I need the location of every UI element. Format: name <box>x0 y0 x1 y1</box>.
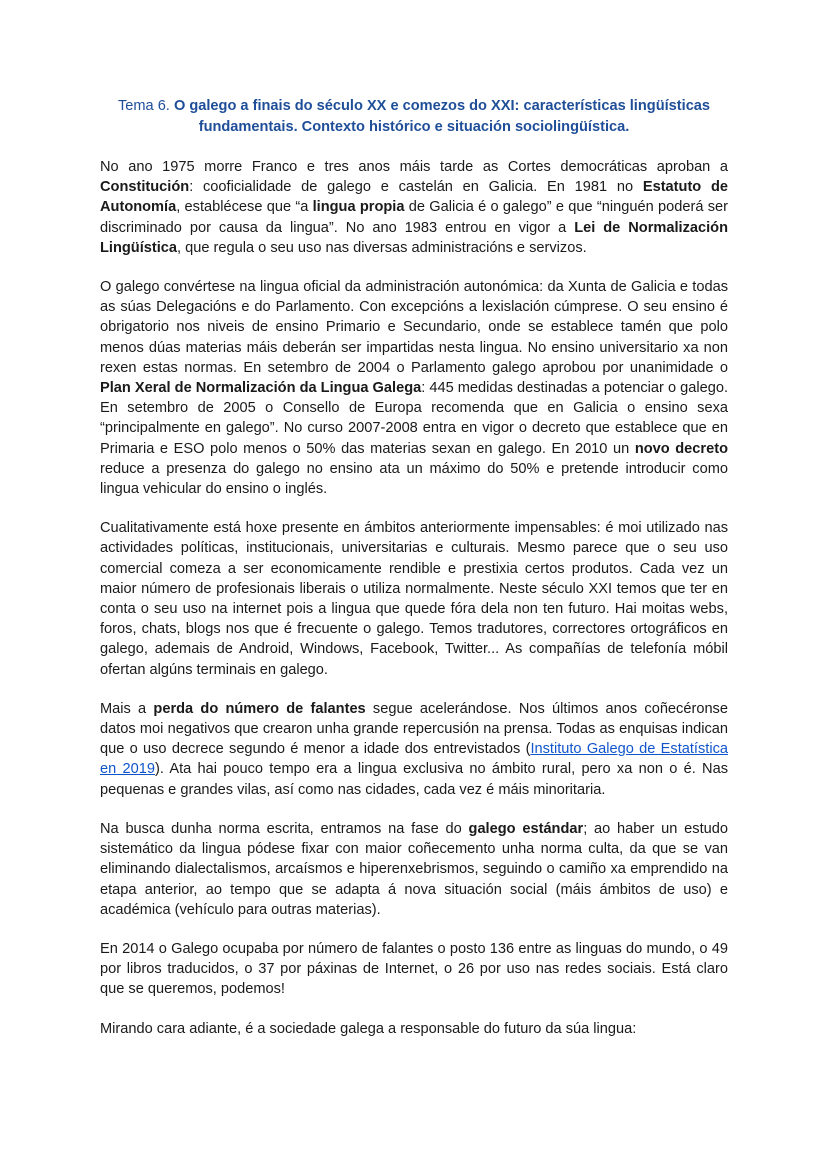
text: En 2014 o Galego ocupaba por número de falantes o posto 136 entre as linguas do mundo, o 49 por libros traducidos, o 37 por páxinas de Internet, o 26 por uso nas redes sociais. Está claro que se queremos, podemos! <box>100 940 728 998</box>
paragraph-administration <box>100 277 728 499</box>
text: ; ao haber un estudo sistemático da lingua pódese fixar con maior coñecemento unha norma culta, da que se van eliminando dialectalismos, arcaísmos e hiperenxebrismos, seguindo o camiño xa emprendido na etapa anterior, ao tempo que se adapta á nova situación social (máis ámbitos de uso) e académica (vehículo para outras materias). <box>100 820 728 918</box>
text: , establécese que “a <box>176 199 313 216</box>
text: Na busca dunha norma escrita, entramos na fase do <box>100 820 469 837</box>
bold-term: Constitución <box>100 179 190 196</box>
text: : cooficialidade de galego e castelán en Galicia. En 1981 no <box>189 179 643 196</box>
paragraph-standard <box>100 819 728 920</box>
text: Mirando cara adiante, é a sociedade galega a responsable do futuro da súa lingua: <box>100 1020 637 1037</box>
text: O galego convértese na lingua oficial da administración autonómica: da Xunta de Galicia e todas as súas Delegacións e do Parlamento. Con excepcións a lexislación cúmprese. O seu ensino é obrigatorio nos niveis de ensino Primario e Secundario, onde se establece tamén que polo menos dúas materias máis deberán ser impartidas nesta lingua. No ensino universitario xa non rexen estas normas. En setembro de 2004 o Parlamento galego aprobou por unanimidade o <box>100 279 728 376</box>
bold-term: galego estándar <box>468 820 584 837</box>
bold-term: Estatuto de Autonomía <box>100 179 728 216</box>
text: Mais a <box>100 700 154 717</box>
text: : 445 medidas destinadas a potenciar o galego. En setembro de 2005 o Consello de Europa recomenda que en Galicia o ensino sexa “principalmente en galego”. No curso 2007-2008 entra en vigor o decreto que establece que en Primaria e ESO polo menos o 50% das materias sexan en galego. En 2010 un <box>100 380 729 457</box>
text: reduce a presenza do galego no ensino ata un máximo do 50% e pretende introducir como lingua vehicular do ensino o inglés. <box>100 460 728 498</box>
bold-term: Plan Xeral de Normalización da Lingua Galega <box>100 380 422 397</box>
title-prefix: Tema 6. <box>117 98 170 114</box>
paragraph-speakers <box>100 699 728 800</box>
ige-link[interactable]: Instituto Galego de Estatística en 2019 <box>100 741 728 778</box>
page-title <box>100 96 728 137</box>
bold-term: Lei de Normalización Lingüística <box>100 219 728 256</box>
bold-term: perda do número de falantes <box>153 700 366 717</box>
paragraph-qualitative <box>100 518 728 680</box>
text: , que regula o seu uso nas diversas administracións e servizos. <box>177 239 587 256</box>
paragraph-ranking <box>100 939 728 1000</box>
text: de Galicia é o galego” e que “ninguén poderá ser discriminado por causa da lingua”. No ano 1983 entrou en vigor a <box>100 199 728 236</box>
bold-term: lingua propia <box>312 199 405 216</box>
title-main: O galego a finais do século XX e comezos do XXI: características lingüísticas fundamentais. Contexto histórico e situación sociolingüística. <box>173 98 711 135</box>
bold-term: novo decreto <box>634 440 728 457</box>
paragraph-constitution <box>100 157 728 258</box>
text: Cualitativamente está hoxe presente en ámbitos anteriormente impensables: é moi utilizado nas actividades políticas, institucionais, universitarias e culturais. Mesmo parece que o seu uso comercial comeza a ser economicamente rendible e prestixia certos produtos. Cada vez un maior número de profesionais liberais o utiliza normalmente. Neste século XXI temos que ter en conta o seu uso na internet pois a lingua que quede fóra dela non ten futuro. Hai moitas webs, foros, chats, blogs nos que é frecuente o galego. Temos tradutores, correctores ortográficos en galego, ademais de Android, Windows, Facebook, Twitter... As compañías de telefonía móbil ofertan algúns terminais en galego. <box>100 520 728 678</box>
paragraph-future <box>100 1019 728 1039</box>
document-page <box>100 96 728 1058</box>
text: ). Ata hai pouco tempo era a lingua exclusiva no ámbito rural, pero xa non o é. Nas pequenas e grandes vilas, así como nas cidades, cada vez é máis minoritaria. <box>100 761 728 798</box>
text: segue acelerándose. Nos últimos anos coñecéronse datos moi negativos que crearon unha grande repercusión na prensa. Todas as enquisas indican que o uso decrece segundo é menor a idade dos entrevistados ( <box>100 700 728 758</box>
text: No ano 1975 morre Franco e tres anos máis tarde as Cortes democráticas aproban a <box>100 159 728 175</box>
